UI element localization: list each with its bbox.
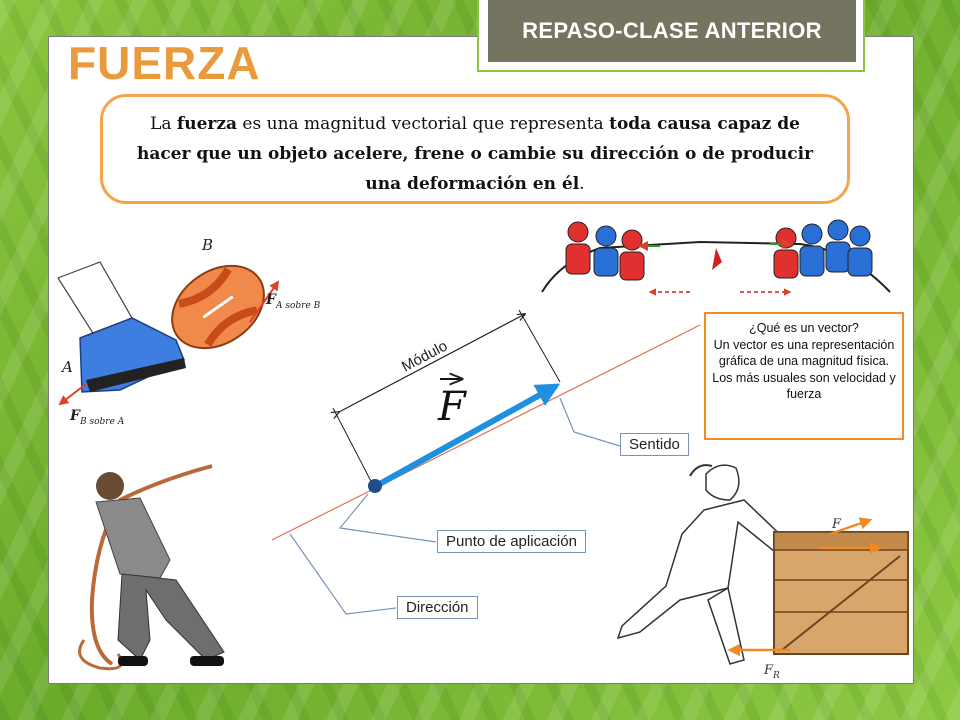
definition-bold-text: toda causa capaz de hacer que un objeto acelere, frene o cambie su dirección o de producir una deformación en él [136, 114, 814, 194]
sense-leader-line [560, 398, 620, 446]
vector-symbol: F [438, 384, 466, 430]
woman-pushing-box-illustration [618, 465, 908, 664]
vector-question: ¿Qué es un vector? [749, 321, 859, 335]
direction-label: Dirección [397, 596, 478, 619]
module-label: Módulo [398, 337, 451, 376]
vector-info-box [704, 312, 904, 440]
review-banner-label: REPASO-CLASE ANTERIOR [522, 18, 822, 43]
man-pulling-rope-illustration [80, 466, 224, 669]
definition-intro: La [150, 114, 177, 134]
definition-end: . [579, 174, 585, 194]
application-point-label: Punto de aplicación [437, 530, 586, 553]
force-vector-arrow [376, 386, 556, 486]
force-b-symbol: F [70, 408, 80, 424]
football-kick-illustration [58, 249, 280, 404]
force-a-subscript: A sobre B [276, 301, 321, 311]
definition-term: fuerza [176, 114, 238, 134]
application-leader-line [340, 494, 436, 542]
definition-middle: es una magnitud vectorial que representa [237, 114, 610, 134]
sense-label: Sentido [620, 433, 689, 456]
force-a-symbol: F [266, 292, 276, 308]
tug-of-war-illustration [542, 220, 890, 292]
page-title: FUERZA [68, 37, 261, 89]
force-b-subscript: B sobre A [80, 417, 125, 427]
friction-force-subscript: R [773, 671, 780, 681]
push-force-symbol: F [832, 517, 842, 532]
vector-answer: Un vector es una representación gráfica de una magnitud física. Los más usuales son velocidad y fuerza [712, 337, 896, 401]
module-left-tick [333, 408, 374, 487]
module-dimension-line [339, 314, 525, 412]
module-right-tick [519, 310, 560, 382]
application-point-dot [368, 479, 382, 493]
point-a-label: A [62, 358, 73, 376]
direction-leader-line [290, 534, 396, 614]
point-b-label: B [202, 236, 214, 254]
friction-force-symbol: F [764, 663, 774, 678]
